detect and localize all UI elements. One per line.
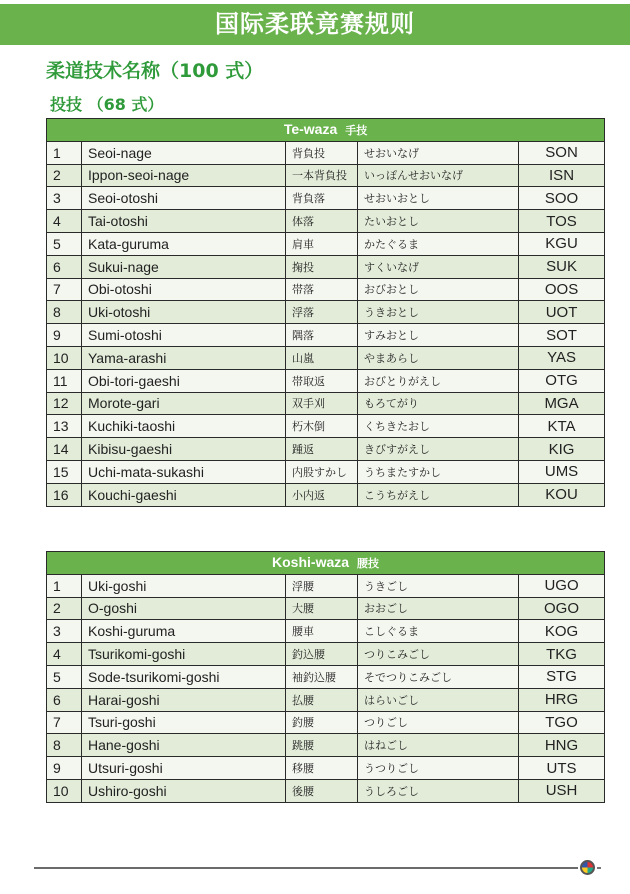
cell-number: 9 <box>47 757 82 780</box>
cell-kana: そでつりこみごし <box>358 665 519 688</box>
cell-kana: たいおとし <box>358 210 519 233</box>
cell-kanji: 朽木倒 <box>286 415 358 438</box>
cell-code: STG <box>519 665 605 688</box>
page-header-bar <box>0 4 630 45</box>
cell-kana: かたぐるま <box>358 232 519 255</box>
cell-code: TKG <box>519 643 605 666</box>
cell-romaji-name: Ushiro-goshi <box>82 779 286 802</box>
cell-kanji: 背負落 <box>286 187 358 210</box>
cell-kana: せおいおとし <box>358 187 519 210</box>
cell-kanji: 体落 <box>286 210 358 233</box>
cell-code: USH <box>519 779 605 802</box>
cell-code: KIG <box>519 438 605 461</box>
cell-kanji: 掬投 <box>286 255 358 278</box>
cell-number: 15 <box>47 460 82 483</box>
cell-romaji-name: Uki-otoshi <box>82 301 286 324</box>
cell-code: OTG <box>519 369 605 392</box>
cell-kana: すみおとし <box>358 324 519 347</box>
cell-kana: きびすがえし <box>358 438 519 461</box>
subsection-heading: 投技 （68 式） <box>50 95 164 114</box>
table-row <box>47 210 605 233</box>
table-header <box>47 552 605 575</box>
cell-code: MGA <box>519 392 605 415</box>
cell-kana: つりこみごし <box>358 643 519 666</box>
te-waza-table <box>46 118 605 507</box>
cell-romaji-name: Obi-tori-gaeshi <box>82 369 286 392</box>
cell-code: HNG <box>519 734 605 757</box>
cell-code: UOT <box>519 301 605 324</box>
cell-number: 12 <box>47 392 82 415</box>
cell-kana: くちきたおし <box>358 415 519 438</box>
cell-kanji: 双手刈 <box>286 392 358 415</box>
table-row <box>47 164 605 187</box>
table-row <box>47 597 605 620</box>
cell-romaji-name: Tai-otoshi <box>82 210 286 233</box>
cell-romaji-name: Kata-guruma <box>82 232 286 255</box>
cell-number: 6 <box>47 688 82 711</box>
cell-number: 4 <box>47 210 82 233</box>
cell-code: KTA <box>519 415 605 438</box>
cell-kana: いっぽんせおいなげ <box>358 164 519 187</box>
cell-kana: うきごし <box>358 574 519 597</box>
cell-code: SOT <box>519 324 605 347</box>
cell-kana: つりごし <box>358 711 519 734</box>
table-row <box>47 415 605 438</box>
cell-number: 3 <box>47 187 82 210</box>
cell-romaji-name: Seoi-nage <box>82 141 286 164</box>
cell-number: 10 <box>47 346 82 369</box>
cell-kanji: 隅落 <box>286 324 358 347</box>
cell-romaji-name: Morote-gari <box>82 392 286 415</box>
table-row <box>47 324 605 347</box>
cell-code: HRG <box>519 688 605 711</box>
cell-romaji-name: Seoi-otoshi <box>82 187 286 210</box>
section-heading: 柔道技术名称（100 式） <box>46 60 264 82</box>
table-row <box>47 438 605 461</box>
cell-number: 13 <box>47 415 82 438</box>
cell-kanji: 内股すかし <box>286 460 358 483</box>
table-row <box>47 141 605 164</box>
table-row <box>47 278 605 301</box>
cell-number: 14 <box>47 438 82 461</box>
table-row <box>47 779 605 802</box>
cell-kana: せおいなげ <box>358 141 519 164</box>
table-title-jp: 腰技 <box>357 557 380 571</box>
table-row <box>47 483 605 506</box>
cell-romaji-name: Koshi-guruma <box>82 620 286 643</box>
cell-number: 16 <box>47 483 82 506</box>
cell-kanji: 袖釣込腰 <box>286 665 358 688</box>
cell-number: 9 <box>47 324 82 347</box>
table-title: Te-waza <box>283 121 338 138</box>
cell-kana: はねごし <box>358 734 519 757</box>
cell-romaji-name: Ippon-seoi-nage <box>82 164 286 187</box>
cell-kanji: 踵返 <box>286 438 358 461</box>
cell-romaji-name: Uki-goshi <box>82 574 286 597</box>
cell-kanji: 大腰 <box>286 597 358 620</box>
cell-code: OOS <box>519 278 605 301</box>
cell-romaji-name: Sumi-otoshi <box>82 324 286 347</box>
table-row <box>47 734 605 757</box>
table-row <box>47 574 605 597</box>
cell-kana: うちまたすかし <box>358 460 519 483</box>
cell-romaji-name: Obi-otoshi <box>82 278 286 301</box>
table-row <box>47 757 605 780</box>
cell-code: ISN <box>519 164 605 187</box>
cell-kana: おびおとし <box>358 278 519 301</box>
cell-romaji-name: Utsuri-goshi <box>82 757 286 780</box>
cell-kana: もろてがり <box>358 392 519 415</box>
table-row <box>47 255 605 278</box>
cell-kanji: 背負投 <box>286 141 358 164</box>
table-header-row <box>47 119 605 142</box>
cell-code: KGU <box>519 232 605 255</box>
cell-kanji: 山嵐 <box>286 346 358 369</box>
table-row <box>47 460 605 483</box>
cell-number: 2 <box>47 597 82 620</box>
cell-code: OGO <box>519 597 605 620</box>
table-header <box>47 119 605 142</box>
cell-number: 1 <box>47 574 82 597</box>
cell-kana: はらいごし <box>358 688 519 711</box>
table-row <box>47 665 605 688</box>
table-row <box>47 301 605 324</box>
cell-kanji: 一本背負投 <box>286 164 358 187</box>
table-row <box>47 620 605 643</box>
cell-kanji: 腰車 <box>286 620 358 643</box>
cell-romaji-name: Kouchi-gaeshi <box>82 483 286 506</box>
cell-kanji: 跳腰 <box>286 734 358 757</box>
cell-romaji-name: Tsuri-goshi <box>82 711 286 734</box>
footer-dash <box>597 867 601 869</box>
table-row <box>47 688 605 711</box>
table-row <box>47 346 605 369</box>
table-row <box>47 369 605 392</box>
cell-code: KOU <box>519 483 605 506</box>
cell-code: TOS <box>519 210 605 233</box>
cell-number: 7 <box>47 278 82 301</box>
table-row <box>47 711 605 734</box>
koshi-waza-table <box>46 551 605 803</box>
cell-number: 8 <box>47 301 82 324</box>
cell-romaji-name: Tsurikomi-goshi <box>82 643 286 666</box>
cell-kanji: 移腰 <box>286 757 358 780</box>
cell-number: 1 <box>47 141 82 164</box>
cell-kana: おおごし <box>358 597 519 620</box>
cell-code: UGO <box>519 574 605 597</box>
table-title-jp: 手技 <box>345 124 368 138</box>
table-row <box>47 187 605 210</box>
cell-romaji-name: Uchi-mata-sukashi <box>82 460 286 483</box>
cell-kana: すくいなげ <box>358 255 519 278</box>
footer-divider <box>34 867 578 869</box>
cell-kana: うしろごし <box>358 779 519 802</box>
cell-code: UTS <box>519 757 605 780</box>
cell-number: 11 <box>47 369 82 392</box>
cell-kanji: 払腰 <box>286 688 358 711</box>
cell-kana: うつりごし <box>358 757 519 780</box>
table-header-row <box>47 552 605 575</box>
cell-romaji-name: Sukui-nage <box>82 255 286 278</box>
cell-kana: うきおとし <box>358 301 519 324</box>
cell-kanji: 浮腰 <box>286 574 358 597</box>
cell-kanji: 帯取返 <box>286 369 358 392</box>
cell-kana: こうちがえし <box>358 483 519 506</box>
cell-kana: おびとりがえし <box>358 369 519 392</box>
cell-code: KOG <box>519 620 605 643</box>
table-title: Koshi-waza <box>272 554 350 571</box>
cell-kana: こしぐるま <box>358 620 519 643</box>
cell-code: SUK <box>519 255 605 278</box>
cell-number: 2 <box>47 164 82 187</box>
cell-number: 8 <box>47 734 82 757</box>
cell-kanji: 帯落 <box>286 278 358 301</box>
cell-number: 6 <box>47 255 82 278</box>
table-row <box>47 232 605 255</box>
cell-kanji: 後腰 <box>286 779 358 802</box>
cell-code: TGO <box>519 711 605 734</box>
cell-number: 5 <box>47 665 82 688</box>
cell-romaji-name: Kuchiki-taoshi <box>82 415 286 438</box>
cell-kanji: 釣腰 <box>286 711 358 734</box>
cell-kana: やまあらし <box>358 346 519 369</box>
cell-romaji-name: Yama-arashi <box>82 346 286 369</box>
cell-number: 7 <box>47 711 82 734</box>
cell-kanji: 釣込腰 <box>286 643 358 666</box>
cell-kanji: 肩車 <box>286 232 358 255</box>
cell-number: 10 <box>47 779 82 802</box>
table-row <box>47 643 605 666</box>
cell-code: YAS <box>519 346 605 369</box>
cell-romaji-name: Harai-goshi <box>82 688 286 711</box>
cell-romaji-name: O-goshi <box>82 597 286 620</box>
cell-number: 5 <box>47 232 82 255</box>
cell-kanji: 小内返 <box>286 483 358 506</box>
cell-kanji: 浮落 <box>286 301 358 324</box>
cell-romaji-name: Sode-tsurikomi-goshi <box>82 665 286 688</box>
cell-code: SOO <box>519 187 605 210</box>
cell-romaji-name: Kibisu-gaeshi <box>82 438 286 461</box>
page-header-title: 国际柔联竟赛规则 <box>215 10 415 38</box>
cell-number: 3 <box>47 620 82 643</box>
cell-romaji-name: Hane-goshi <box>82 734 286 757</box>
cell-number: 4 <box>47 643 82 666</box>
cell-code: SON <box>519 141 605 164</box>
table-row <box>47 392 605 415</box>
cell-code: UMS <box>519 460 605 483</box>
ijf-emblem-icon <box>580 860 595 875</box>
